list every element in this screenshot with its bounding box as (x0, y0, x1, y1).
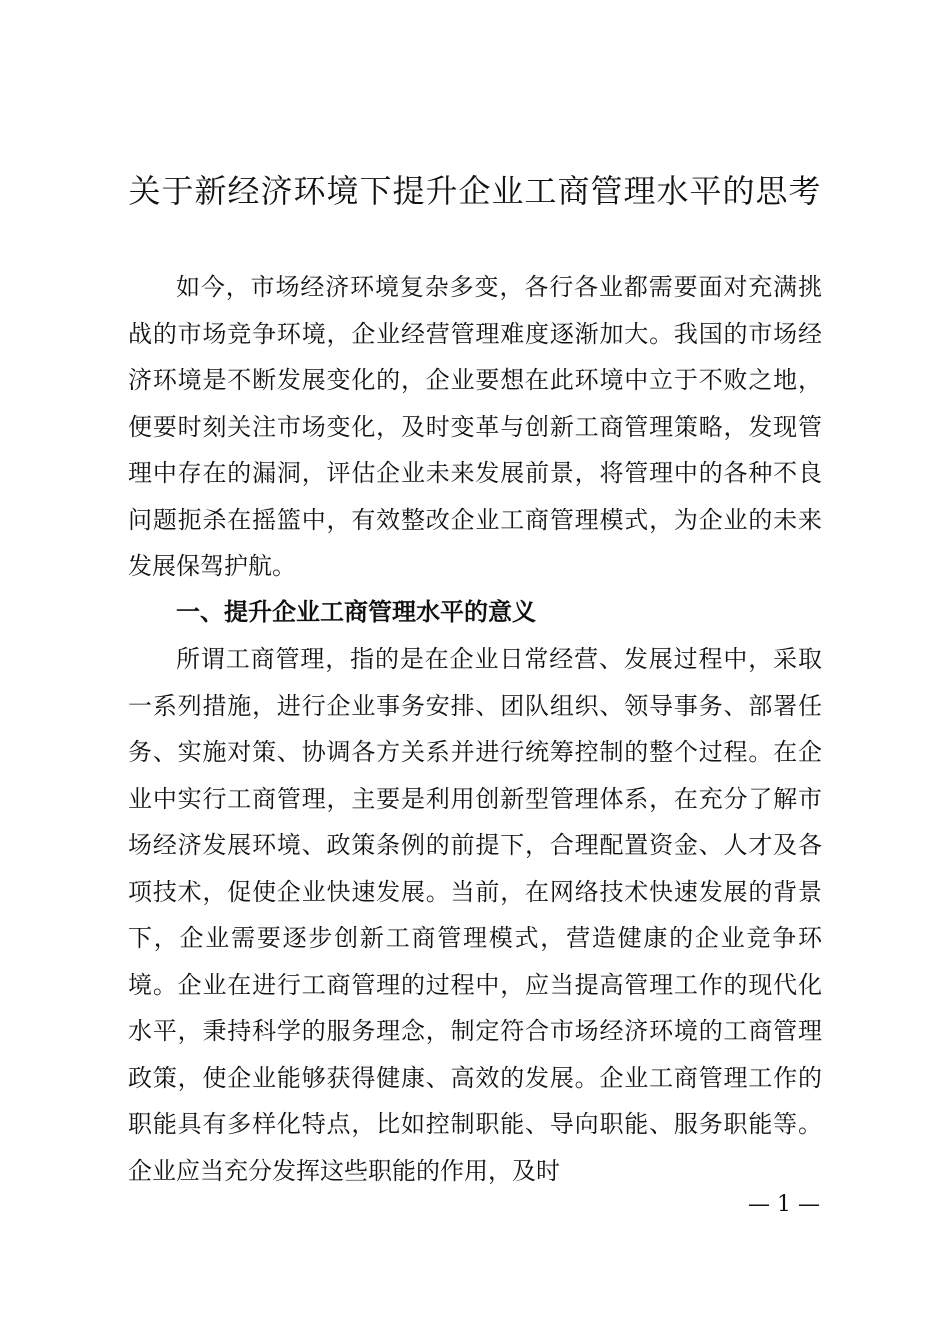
page-number: — 1 — (748, 1192, 820, 1217)
section-paragraph: 所谓工商管理，指的是在企业日常经营、发展过程中，采取一系列措施，进行企业事务安排、团队组织、领导事务、部署任务、实施对策、协调各方关系并进行统筹控制的整个过程。在企业中实行工商管理，主要是利用创新型管理体系，在充分了解市场经济发展环境、政策条例的前提下，合理配置资金、人才及各项技术，促使企业快速发展。当前，在网络技术快速发展的背景下，企业需要逐步创新工商管理模式，营造健康的企业竞争环境。企业在进行工商管理的过程中，应当提高管理工作的现代化水平，秉持科学的服务理念，制定符合市场经济环境的工商管理政策，使企业能够获得健康、高效的发展。企业工商管理工作的职能具有多样化特点，比如控制职能、导向职能、服务职能等。企业应当充分发挥这些职能的作用，及时 (128, 645, 822, 1185)
document-title: 关于新经济环境下提升企业工商管理水平的思考 (128, 172, 822, 210)
section-heading: 一、提升企业工商管理水平的意义 (176, 598, 536, 626)
intro-paragraph: 如今，市场经济环境复杂多变，各行各业都需要面对充满挑战的市场竞争环境，企业经营管理难度逐渐加大。我国的市场经济环境是不断发展变化的，企业要想在此环境中立于不败之地，便要时刻关注市场变化，及时变革与创新工商管理策略，发现管理中存在的漏洞，评估企业未来发展前景，将管理中的各种不良问题扼杀在摇篮中，有效整改企业工商管理模式，为企业的未来发展保驾护航。 (128, 273, 822, 580)
